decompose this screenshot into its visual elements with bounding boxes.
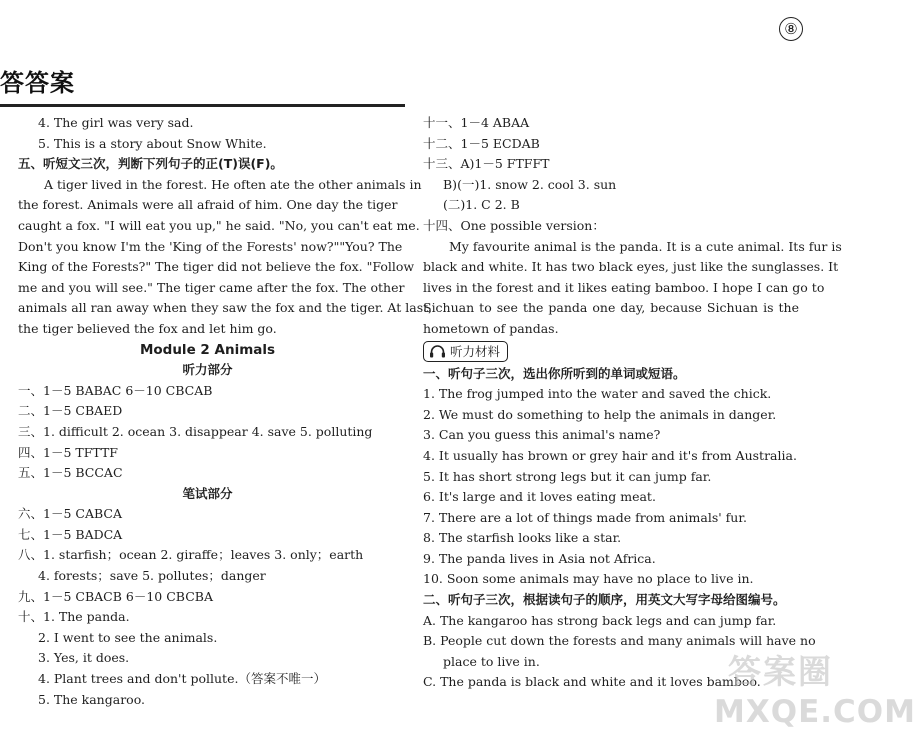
right-answers <box>423 113 842 340</box>
text-line: 3. Yes, it does. <box>38 650 130 666</box>
text-line: Module 2 Animals <box>139 341 276 358</box>
text-line: 5. This is a story about Snow White. <box>38 135 267 151</box>
text-line: C. The panda is black and white and it loves bamboo. <box>423 674 761 690</box>
text-line: 二、听句子三次，根据读句子的顺序，用英文大写字母给图编号。 <box>423 592 786 608</box>
text-line: 4. Plant trees and don't pollute.（答案不唯一） <box>38 671 326 687</box>
text-line: 3. Can you guess this animal's name? <box>423 427 661 443</box>
text-line: 一、听句子三次，选出你所听到的单词或短语。 <box>423 365 686 381</box>
text-line: 笔试部分 <box>182 485 233 501</box>
text-line: 9. The panda lives in Asia not Africa. <box>423 550 656 566</box>
text-line: 7. There are a lot of things made from animals' fur. <box>423 509 747 525</box>
text-line: 十一、1－4 ABAA <box>423 115 530 130</box>
text-line: 10. Soon some animals may have no place to live in. <box>423 571 754 587</box>
listening-material-tag <box>423 341 508 362</box>
title-rule <box>0 104 405 107</box>
text-line: A tiger lived in the forest. He often ate the other animals in <box>44 176 422 192</box>
text-line: 4. The girl was very sad. <box>38 115 194 130</box>
listening-material-label: 听力材料 <box>450 343 501 359</box>
text-line: lives in the forest and it likes eating bamboo. I hope I can go to <box>423 279 825 295</box>
text-line: animals all ran away when they saw the fox and the tiger. At last, <box>18 300 433 316</box>
text-line: 4. It usually has brown or grey hair and it's from Australia. <box>423 447 797 463</box>
text-line: 十三、A)1－5 FTFFT <box>423 156 550 172</box>
text-line: 2. I went to see the animals. <box>38 629 218 645</box>
text-line: 一、1－5 BABAC 6－10 CBCAB <box>18 382 213 398</box>
text-line: 2. We must do something to help the animals in danger. <box>423 406 777 422</box>
right-column <box>423 113 842 693</box>
text-line: me and you will see." The tiger came after the fox. The other <box>18 279 405 295</box>
text-line: 五、1－5 BCCAC <box>18 465 123 481</box>
text-line: 听力部分 <box>182 362 233 378</box>
text-line: 五、听短文三次，判断下列句子的正(T)误(F)。 <box>18 156 283 172</box>
text-line: hometown of pandas. <box>423 320 559 336</box>
headphones-icon <box>429 344 446 358</box>
text-line: place to live in. <box>443 653 540 669</box>
text-line: A. The kangaroo has strong back legs and can jump far. <box>423 612 777 628</box>
text-line: 5. It has short strong legs but it can jump far. <box>423 468 712 484</box>
text-line: the tiger believed the fox and let him go. <box>18 320 277 336</box>
text-line: 十四、One possible version： <box>423 217 605 233</box>
text-line: King of the Forests?" The tiger did not believe the fox. "Follow <box>18 259 415 275</box>
text-line: the forest. Animals were all afraid of him. One day the tiger <box>18 197 398 213</box>
text-line: 六、1－5 CABCA <box>18 506 122 522</box>
text-line: 5. The kangaroo. <box>38 691 145 707</box>
watermark-line1: 答案圈 <box>728 652 833 691</box>
text-line: 四、1－5 TFTTF <box>18 444 118 460</box>
text-line: 三、1. difficult 2. ocean 3. disappear 4. save 5. polluting <box>18 423 373 439</box>
text-line: (二)1. C 2. B <box>443 197 520 213</box>
watermark-line2: MXQE.COM <box>714 694 916 730</box>
text-line: B. People cut down the forests and many animals will have no <box>423 633 816 649</box>
text-line: caught a fox. "I will eat you up," he said. "No, you can't eat me. <box>18 217 420 233</box>
text-line: 8. The starfish looks like a star. <box>423 530 622 546</box>
text-line: B)(一)1. snow 2. cool 3. sun <box>443 176 617 192</box>
text-line: Sichuan to see the panda one day, because Sichuan is the <box>423 300 799 316</box>
text-line: 二、1－5 CBAED <box>18 403 123 419</box>
text-line: 九、1－5 CBACB 6－10 CBCBA <box>18 588 213 604</box>
text-line: 八、1. starfish；ocean 2. giraffe；leaves 3. only；earth <box>18 547 364 563</box>
left-column <box>18 113 433 710</box>
text-line: 七、1－5 BADCA <box>18 526 123 542</box>
text-line: 1. The frog jumped into the water and saved the chick. <box>423 386 772 402</box>
page-title: 答答案 <box>0 69 75 97</box>
text-line: black and white. It has two black eyes, just like the sunglasses. It <box>423 259 839 275</box>
text-line: 4. forests；save 5. pollutes；danger <box>38 568 266 584</box>
text-line: 6. It's large and it loves eating meat. <box>423 489 656 505</box>
text-line: Don't you know I'm the 'King of the Forests' now?""You? The <box>18 238 403 254</box>
text-line: 十、1. The panda. <box>18 609 130 625</box>
page-number: ⑧ <box>779 17 803 41</box>
text-line: My favourite animal is the panda. It is a cute animal. Its fur is <box>449 238 842 254</box>
listening-transcript <box>423 364 816 694</box>
listening-material-row <box>423 340 799 364</box>
text-line: 十二、1－5 ECDAB <box>423 135 540 151</box>
